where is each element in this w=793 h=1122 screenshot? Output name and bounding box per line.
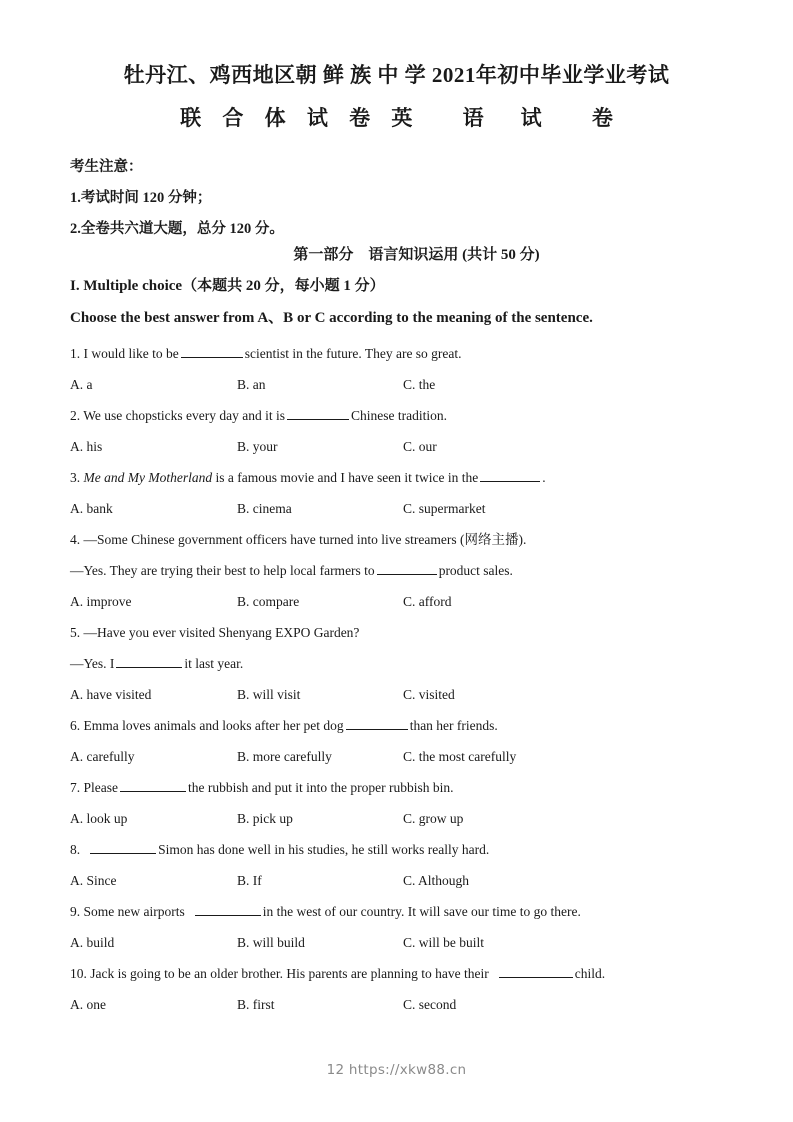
q8-option-a[interactable]: A. Since: [70, 873, 117, 888]
question-options: [70, 803, 760, 834]
q8-option-b[interactable]: B. If: [237, 873, 262, 888]
document-title: [0, 60, 793, 133]
q6-option-c[interactable]: C. the most carefully: [403, 749, 517, 764]
title-line-1: 牡丹江、鸡西地区朝 鲜 族 中 学 2021年初中毕业学业考试: [123, 63, 670, 87]
q1-option-b[interactable]: B. an: [237, 377, 266, 392]
q3-movie-title: Me and My Motherland: [83, 470, 213, 485]
q8-blank[interactable]: [90, 840, 156, 854]
q6-text-after: than her friends.: [409, 718, 498, 733]
q9-text-after: in the west of our country. It will save our time to go there.: [262, 904, 581, 919]
q6-option-a[interactable]: A. carefully: [70, 749, 135, 764]
question-stem: [70, 834, 760, 865]
candidate-notice: [70, 152, 730, 245]
q2-text-after: Chinese tradition.: [351, 408, 447, 423]
q9-option-b[interactable]: B. will build: [237, 935, 305, 950]
q4-text-before: —Yes. They are trying their best to help local farmers to: [70, 563, 375, 578]
question-stem: [70, 462, 760, 493]
q5-option-c[interactable]: C. visited: [403, 687, 455, 702]
q4-option-a[interactable]: A. improve: [70, 594, 132, 609]
q3-number: 3.: [70, 470, 84, 485]
q5-text-after: it last year.: [184, 656, 244, 671]
q10-blank[interactable]: [499, 964, 573, 978]
question-options: [70, 586, 760, 617]
q4-blank[interactable]: [377, 561, 437, 575]
q9-option-a[interactable]: A. build: [70, 935, 115, 950]
question-stem-line1: 4. —Some Chinese government officers have turned into live streamers (网络主播).: [70, 532, 527, 547]
q5-option-a[interactable]: A. have visited: [70, 687, 152, 702]
q9-option-c[interactable]: C. will be built: [403, 935, 484, 950]
question-stem: [70, 958, 760, 989]
question-options: [70, 741, 760, 772]
q5-text-before: —Yes. I: [70, 656, 115, 671]
question-options: [70, 431, 760, 462]
q7-text-before: 7. Please: [70, 780, 118, 795]
question-stem: [70, 400, 760, 431]
q6-option-b[interactable]: B. more carefully: [237, 749, 332, 764]
q10-text-before: 10. Jack is going to be an older brother. His parents are planning to have their: [70, 966, 489, 981]
q6-blank[interactable]: [346, 716, 408, 730]
q3-text-after: .: [542, 470, 546, 485]
q3-text-before: is a famous movie and I have seen it twice in the: [212, 470, 479, 485]
q6-text-before: 6. Emma loves animals and looks after her pet dog: [70, 718, 344, 733]
question-stem-line1: 5. —Have you ever visited Shenyang EXPO Garden?: [70, 625, 360, 640]
q7-option-a[interactable]: A. look up: [70, 811, 128, 826]
q1-text-before: 1. I would like to be: [70, 346, 179, 361]
question-options: [70, 865, 760, 896]
q1-option-a[interactable]: A. a: [70, 377, 93, 392]
q7-option-b[interactable]: B. pick up: [237, 811, 293, 826]
q3-blank[interactable]: [480, 468, 540, 482]
q3-option-c[interactable]: C. supermarket: [403, 501, 486, 516]
q3-option-b[interactable]: B. cinema: [237, 501, 292, 516]
q4-text-after: product sales.: [438, 563, 513, 578]
q8-text-before: 8.: [70, 842, 81, 857]
question-stem-line2: [70, 648, 760, 679]
question-options: [70, 369, 760, 400]
q10-option-c[interactable]: C. second: [403, 997, 457, 1012]
notice-item-1: 1.考试时间 120 分钟；: [70, 190, 212, 206]
q1-option-c[interactable]: C. the: [403, 377, 436, 392]
question-options: [70, 927, 760, 958]
question-stem-line2: [70, 555, 760, 586]
notice-item-2: 2.全卷共六道大题，总分 120 分。: [70, 221, 284, 237]
q4-option-b[interactable]: B. compare: [237, 594, 300, 609]
q2-text-before: 2. We use chopsticks every day and it is: [70, 408, 285, 423]
q5-option-b[interactable]: B. will visit: [237, 687, 301, 702]
q7-option-c[interactable]: C. grow up: [403, 811, 464, 826]
q10-option-a[interactable]: A. one: [70, 997, 106, 1012]
question-list: [70, 338, 760, 1020]
question-options: [70, 493, 760, 524]
section-instruction: Choose the best answer from A、B or C according to the meaning of the sentence.: [70, 310, 593, 326]
question-stem: [70, 772, 760, 803]
q2-option-b[interactable]: B. your: [237, 439, 278, 454]
q7-blank[interactable]: [120, 778, 186, 792]
q7-text-after: the rubbish and put it into the proper rubbish bin.: [188, 780, 454, 795]
question-options: [70, 679, 760, 710]
question-options: [70, 989, 760, 1020]
q10-option-b[interactable]: B. first: [237, 997, 275, 1012]
q9-text-before: 9. Some new airports: [70, 904, 185, 919]
footer-watermark: 12 https://xkw88.cn: [326, 1062, 467, 1078]
q4-option-c[interactable]: C. afford: [403, 594, 452, 609]
question-stem: [70, 896, 760, 927]
question-stem: [70, 338, 760, 369]
q2-blank[interactable]: [287, 406, 349, 420]
q5-blank[interactable]: [116, 654, 182, 668]
notice-heading: 考生注意：: [70, 159, 143, 175]
q3-option-a[interactable]: A. bank: [70, 501, 113, 516]
part-heading: 第一部分 语言知识运用 (共计 50 分): [293, 247, 540, 263]
title-line-2: 联 合 体 试 卷 英 语 试 卷: [180, 106, 621, 130]
question-stem: [70, 710, 760, 741]
section-heading: I. Multiple choice（本题共 20 分，每小题 1 分）: [70, 278, 385, 294]
q1-blank[interactable]: [181, 344, 243, 358]
q2-option-a[interactable]: A. his: [70, 439, 103, 454]
q8-option-c[interactable]: C. Although: [403, 873, 470, 888]
q8-text-after: Simon has done well in his studies, he still works really hard.: [158, 842, 490, 857]
q1-text-after: scientist in the future. They are so great.: [244, 346, 462, 361]
q9-blank[interactable]: [195, 902, 261, 916]
q2-option-c[interactable]: C. our: [403, 439, 437, 454]
q10-text-after: child.: [574, 966, 606, 981]
